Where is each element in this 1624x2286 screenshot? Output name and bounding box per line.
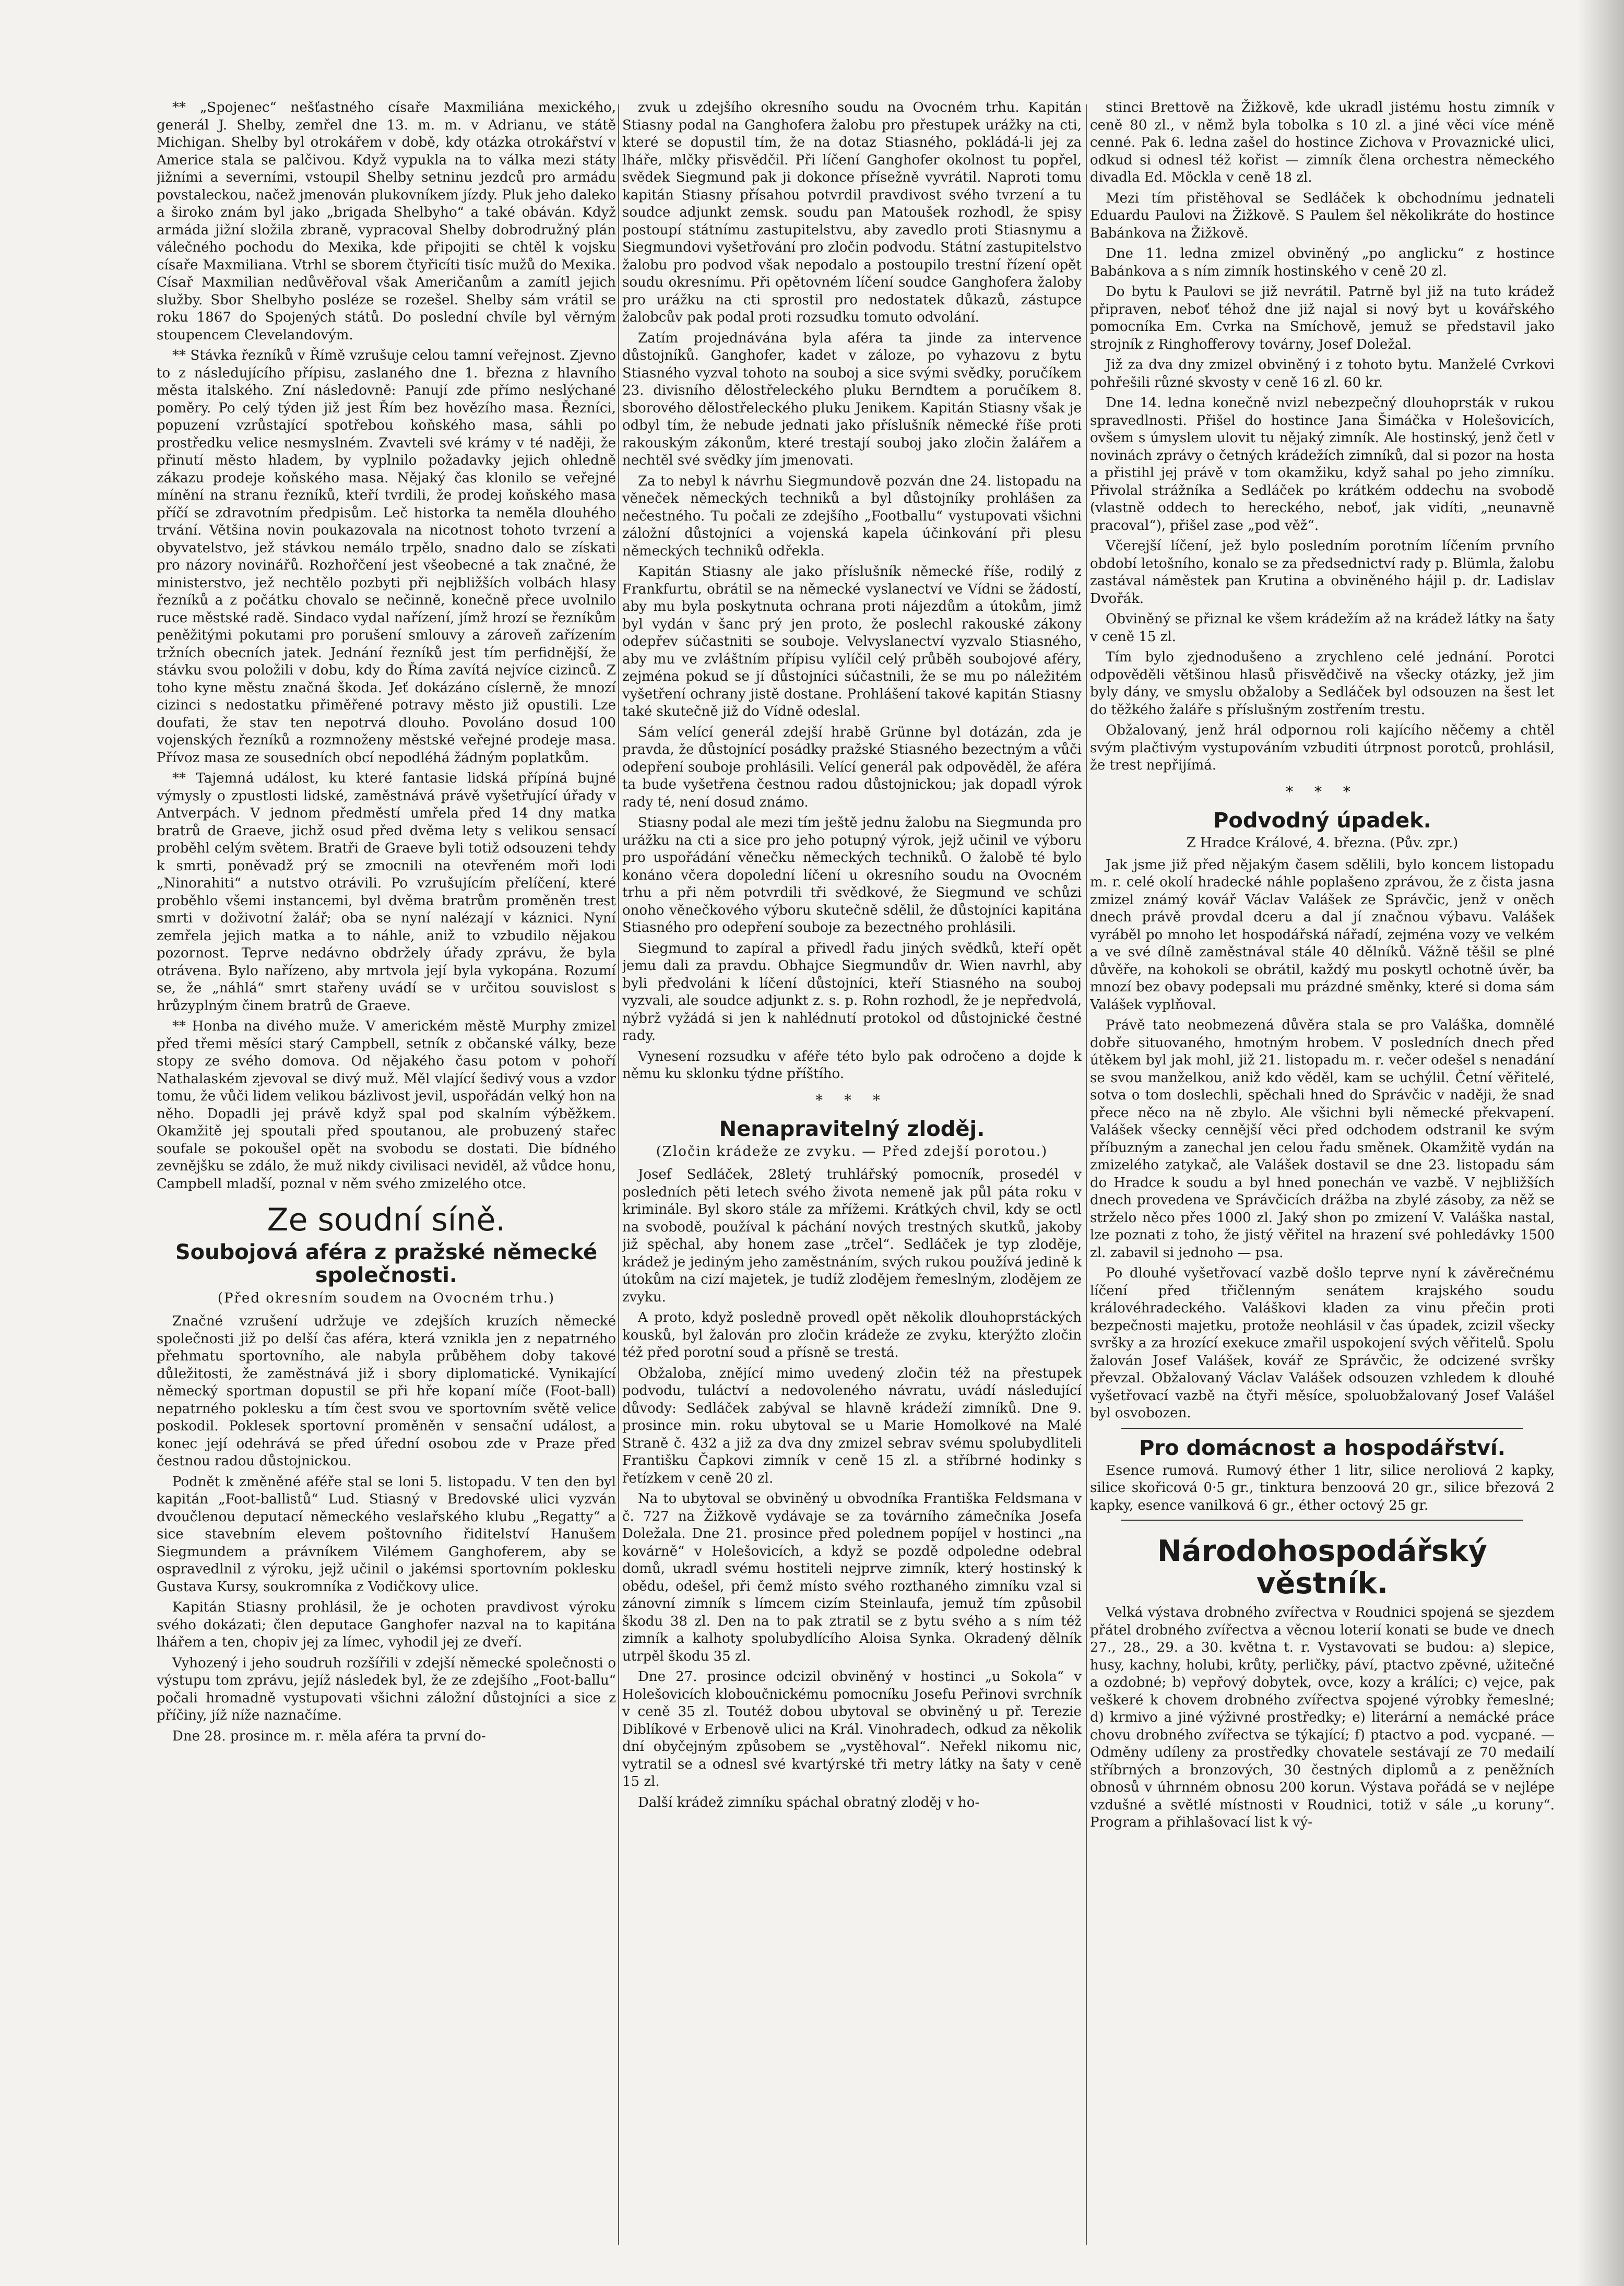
article-paragraph: Do bytu k Paulovi se již nevrátil. Patrně byl již na tuto krádež připraven, neboť téhož dne již najal si nový byt u kovářského pomocníka Em. Cvrka na Smíchově, jemuž se představil jako strojník z Ringhofferovy továrny, Josef Doležal. <box>1090 284 1555 352</box>
article-paragraph: Kapitán Stiasny prohlásil, že je ochoten pravdivost výroku svého dokázati; člen deputace Ganghofer nazval na to kapitána lhářem a ten, chopiv jej za límec, vyhodil jej ze dveří. <box>157 1600 616 1650</box>
section-rule <box>1121 1520 1523 1521</box>
news-item-stavka-reznika: ** Stávka řezníků v Římě vzrušuje celou tamní veřejnost. Zjevno to z následujícího přípisu, zaslaného dne 1. března z hlavního města italského. Zní následovně: Panují zde přímo neslýchané poměry. Po celý týden již jest Řím bez hovězího masa. Řezníci, popuzení vzrůstající spotřebou koňského masa, sáhli po prostředku velice nesmyslném. Zvavteli své krámy v té naději, že přinutí město hladem, by vyplnilo požadavky jejich ohledně zákazu prodeje koňského masa. Nějaký čas klonilo se veřejné mínění na stranu řezníků, kteří tvrdili, že prodej koňského masa příčí se zdravotním předpisům. Leč historka ta neměla dlouhého trvání. Většina novin poukazovala na nicotnost tohoto tvrzení a obyvatelstvo, jež stávkou nemálo trpělo, snadno dalo se získati pro názory novinářů. Rozhořčení jest všeobecné a tak značné, že ministerstvo, jež nechtělo pozbyti při nejbližších volbách hlasy řezníků a z počátku chovalo se nečinně, konečně přece uvolnilo ruce městské radě. Sindaco vydal nařízení, jímž hrozí se řezníkům peněžitými pokutami pro porušení smlouvy a zároveň zařízením tržních obecních jatek. Jednání řezníků jest tím perfidnější, že stávku svou položili v dobu, kdy do Říma zavítá nejvíce cizinců. Z toho kyne městu značná škoda. Jeť dokázáno císlerně, že mnozí cizinci s nedostatku přiměřené potravy město již opustili. Lze doufati, že stav ten nepotrvá dlouho. Povoláno dosud 100 vojenských řezníků a rozmnoženy městské veřejné prodeje masa. Přívoz masa ze sousedních obcí nepodléhá žádným poplatkům. <box>157 348 616 766</box>
article-title-nenapravitelny-zlodej: Nenapravitelný zloděj. <box>719 1117 985 1141</box>
article-paragraph: Značné vzrušení udržuje ve zdejších kruzích německé společnosti již po delší čas aféra, která vznikla jen z nepatrného přehmatu sportovního, ale nabyla průběhem doby takové důležitosti, že zaměstnává již i sbory diplomatické. Vynikající německý sportman dopustil se při hře kopaní míče (Foot-ball) nepatrného poklesku a tím čest svou ve sportovním světě velice poskodil. Poklesek sportovní proměněn v sensační událost, a konec její odehrává se před úřední osobou zde v Praze před čestnou radou důstojnickou. <box>157 1313 616 1469</box>
article-paragraph: Sám velící generál zdejší hrabě Grünne byl dotázán, zda je pravda, že důstojnící posádky pražské Stiasného bezectným a vůči odepření souboje prohlásili. Velící generál pak odpověděl, že aféra ta bude vyšetřena čestnou radou důstojnickou; jak dopadl výrok rady té, není dosud známo. <box>622 724 1082 810</box>
column-divider <box>618 104 619 2245</box>
article-paragraph: Vyhozený i jeho soudruh rozšířili v zdejší německé společnosti o výstupu tom zprávu, jejíž následek byl, že ze zdejšího „Foot-ballu“ počali hromadně vystupovati všichni záložní důstojníci a sice z příčiny, jíž níže naznačíme. <box>157 1655 616 1723</box>
article-paragraph: Právě tato neobmezená důvěra stala se pro Valáška, domnělé dobře situovaného, hmotným hrobem. V posledních dnech před útěkem byl jak mohl, již 21. listopadu m. r. večer odešel s nenadání se svou manželkou, aniž kdo věděl, kam se uchýlil. Četní věřitelé, sotva o tom doslechli, spěchali hned do Správčic v naději, že snad přece něco na ně zbylo. Ale všichni byli německé překvapení. Valášek všecky cennější věci před odchodem odstranil ke svým příbuzným a zanechal jen celou řadu směnek. Okamžitě vydán na zmizelého zatykač, ale Valášek dostavil se dne 23. listopadu sám do Hradce k soudu a byl hned ponechán ve vazbě. V nejbližších dnech provedena ve Správčicích drážba na zbylé zásoby, za něž se strželo něco přes 1000 zl. Jaký shon po zmizení V. Valáška nastal, lze poznati z toho, že jistý věřitel na hrazení své pohledávky 1500 zl. zabavil si jednoho — psa. <box>1090 1017 1555 1261</box>
section-title-narodohospodarsky-vestnik: Národohospodářský věstník. <box>1157 1534 1488 1601</box>
article-subtitle: (Zločin krádeže ze zvyku. — Před zdejší porotou.) <box>656 1144 1048 1159</box>
column-divider <box>1086 104 1087 2245</box>
news-item-spojenec: ** „Spojenec“ nešťastného císaře Maxmiliána mexického, generál J. Shelby, zemřel dne 13. m. m. v Adrianu, ve státě Michigan. Shelby byl otrokářem v době, kdy otázka otrokářství v Americe stala se palčivou. Když vypukla na to válka mezi státy jižními a severními, vstoupil Shelby setninu jezdců pro armádu povstaleckou, načež jmenován plukovníkem jízdy. Pluk jeho daleko a široko znám byl jako „brigada Shelbyho“ a také obáván. Když armáda jižní složila zbraně, vypracoval Shelby dobrodružný plán válečného pochodu do Mexika, kde připojiti se chtěl k vojsku císaře Maxmiliana. Vtrhl se sborem čtyřicíti tisíc mužů do Mexika. Císař Maxmilian nedůvěřoval však Američanům a zamítl jejich služby. Sbor Shelbyho posléze se rozešel. Shelby sám vrátil se roku 1867 do Spojených států. Do poslední chvíle byl věrným stoupencem Clevelandovým. <box>157 100 616 343</box>
article-paragraph: Velká výstava drobného zvířectva v Roudnici spojená se sjezdem přátel drobného zvířectva a věcnou loterií konati se bude ve dnech 27., 28., 29. a 30. května t. r. Vystavovati se budou: a) slepice, husy, kachny, holubi, krůty, perličky, páví, ptactvo zpěvné, užitečné a ozdobné; b) vepřový dobytek, ovce, kozy a králíci; c) vejce, pak veškeré k chovem drobného zvířectva spojené výrobky řemeslné; d) krmivo a jiné výživné prostředky; e) literární a nemácké práce chovu drobného zvířectva se týkající; f) ptactvo a pod. vycpané. — Odměny udíleny za prostředky chovatele sestávají ze 70 medailí stříbrných a bronzových, 30 čestných diplomů a z peněžních obnosů v úhrnném obnosu 200 korun. Výstava pořádá se v nejlépe vzdušné a světlé místnosti v Roudnici, totiž v sále „u koruny“. Program a přihlašovací list k vý- <box>1090 1605 1555 1830</box>
article-paragraph: Obžaloba, znějící mimo uvedený zločin též na přestupek podvodu, tuláctví a nedovoleného návratu, uvádí následující důvody: Sedláček zabýval se hlavně krádeží zimníků. Dne 9. prosince min. roku ubytoval se u Marie Homolkové na Malé Straně č. 432 a již za dva dny zmizel sebrav svému spolubydliteli Františku Čapkovi zimník v ceně 15 zl. a stříbrné hodinky s řetízkem v ceně 20 zl. <box>622 1365 1082 1486</box>
section-title-domacnost: Pro domácnost a hospodářství. <box>1139 1436 1506 1460</box>
article-title-soubojova-afera: Soubojová aféra z pražské německé společnosti. <box>175 1240 598 1287</box>
article-paragraph: Podnět k změněné aféře stal se loni 5. listopadu. V ten den byl kapitán „Foot-ballistů“ Lud. Stiasný v Bredovské ulici vyzván dvoučlenou deputací německého veslařského klubu „Regatty“ a sice stavebním elevem poštovního řiditelství Hanušem Siegmundem a právníkem Vilémem Ganghoferem, aby se ospravedlnil z výroku, jejž učinil o jakémsi sportovním poklesku Gustava Kursy, soukromníka z Vodičkovy ulice. <box>157 1474 616 1595</box>
article-paragraph: Zatím projednávána byla aféra ta jinde za intervence důstojníků. Ganghofer, kadet v záloze, po vyhazovu z bytu Stiasného vyzval tohoto na souboj a sice svými svědky, poručíkem 23. divisního dělostřeleckého pluku Berndtem a poručíkem 8. sborového dělostřeleckého pluku Jenikem. Kapitán Stiasny však je odbyl tím, že nebude jednati jako příslušník německé říše proti rakouským zákonům, které trestají souboj jako zločin žalářem a nechtěl své svědky jím jmenovati. <box>622 330 1082 468</box>
column-2 <box>622 99 1082 2255</box>
news-item-tajemna-udalost: ** Tajemná událost, ku které fantasie lidská přípíná bujné výmysly o zpustlosti lidské, zaměstnává právě vyšetřující úřady v Antverpách. V jednom předměstí umřela před 14 dny matka bratrů de Graeve, jichž osud před dvěma lety s velikou sensací proběhl celým světem. Bratři de Graeve byli totiž odsouzeni tehdy k smrti, poněvadž prý se zmocnili na otevřeném moři lodi „Ninorahiti“ a nutstvo otrávili. Po vzrušujícím přelíčení, které proběhlo všemi instancemi, byl dvěma bratrům proměněn trest smrti v doživotní žalář; oba se nyní nalézají v káznici. Nyní zemřela jejich matka a to náhle, aniž to vzbudilo nějakou pozornost. Teprve nedávno obdržely úřady zprávu, že byla otrávena. Bylo nařízeno, aby mrtvola její byla vykopána. Rozumí se, že „náhlá“ smrt stařeny uvádí se v určitou souvislost s hrůzyplným činem bratrů de Graeve. <box>157 771 616 1014</box>
article-paragraph: Včerejší líčení, jež bylo posledním porotním líčením prvního období letošního, konalo se za předsednictví rady p. Blümla, žalobu zastával náměstek pan Krutina a obviněného hájil p. dr. Ladislav Dvořák. <box>1090 538 1555 607</box>
dateline: Z Hradce Králové, 4. března. (Pův. zpr.) <box>1186 835 1459 851</box>
article-paragraph: stinci Brettově na Žižkově, kde ukradl jistému hostu zimník v ceně 80 zl., v němž byla tobolka s 10 zl. a jiné věci více méně cenné. Pak 6. ledna zašel do hostince Zichova v Provaznické ulici, odkud si odnesl též kořist — zimník člena orchestra německého divadla Ed. Möckla v ceně 18 zl. <box>1090 100 1555 185</box>
article-paragraph: Na to ubytoval se obviněný u obvodníka Františka Feldsmana v č. 727 na Žižkově vydávaje se za továrního zámečníka Josefa Doležala. Dne 21. prosince před polednem popíjel v hostinci „na kovárně“ v Holešovicích, a když se pozdě odpoledne odebral domů, ukradl svému hostiteli nejprve zimník, který hostinský k obědu, odešel, při čemž místo svého rozthaného zimníku vzal si zánovní zimník s límcem cizím Steinlaufa, jemuž tím způsobil škodu 38 zl. Den na to pak ztratil se z bytu svého a s ním též zimník a kalhoty spolubydlícího Aloisa Synka. Okradený dělník utrpěl škodu 35 zl. <box>622 1491 1082 1664</box>
article-paragraph: Kapitán Stiasny ale jako příslušník německé říše, rodilý z Frankfurtu, obrátil se na německé vyslanectví ve Vídni se žádostí, aby mu byla poskytnuta ochrana proti nájezdům a útokům, jimž byl vydán v šanc prý jen proto, že poslechl rakouské zákony odepřev súčastniti se souboje. Velvyslanectví vyzvalo Stiasného, aby mu ve zvláštním přípisu vylíčil celý průběh soubojové aféry, zejména pokud se jí důstojníci súčastnili, že se mu po náležitém vyšetření ochrany jistě dostane. Prohlášení takové kapitán Stiasny také skutečně již do Vídně odeslal. <box>622 564 1082 719</box>
page-edge-shadow <box>1577 0 1624 2286</box>
article-paragraph: Obžalovaný, jenž hrál odpornou roli kajícího něčemy a chtěl svým plačtivým vystupováním vzbuditi útrpnost porotců, prohlásil, že trest nepřijímá. <box>1090 722 1555 773</box>
article-paragraph: Již za dva dny zmizel obviněný i z tohoto bytu. Manželé Cvrkovi pohřešili různé skvosty v ceně 16 zl. 60 kr. <box>1090 357 1555 390</box>
article-paragraph: Dne 27. prosince odcizil obviněný v hostinci „u Sokola“ v Holešovicích kloboučnickému pomocníku Josefu Peřinovi svrchník v ceně 35 zl. Toutéž dobou ubytoval se obviněný u př. Terezie Diblíkové v Erbenově ulici na Král. Vinohradech, odkud za několik dní obyčejným způsobem se „vystěhoval“. Neřekl nikomu nic, vytratil se a odnesl své kvartýrské tři metry látky na šaty v ceně 15 zl. <box>622 1669 1082 1790</box>
article-paragraph: Dne 11. ledna zmizel obviněný „po anglicku“ z hostince Babánkova a s ním zimník hostinského v ceně 20 zl. <box>1090 246 1555 279</box>
article-paragraph: Po dlouhé vyšetřovací vazbě došlo teprve nyní k závěrečnému líčení před třičlenným senátem krajského soudu královéhradeckého. Valáškovi kladen za vinu přečin proti bezpečnosti majetku, protože neohlásil v čas úpadek, zcizil všecky svršky a za hrozící exekuce zmařil uspokojení svých věřitelů. Spolu žalován Josef Valášek, kovář ze Správčic, že odcizené svršky převzal. Obžalovaný Václav Valášek odsouzen vzhledem k dlouhé vyšetřovací vazbě na čtyři měsíce, spoluobžalovaný Josef Valášel byl osvobozen. <box>1090 1265 1555 1421</box>
article-paragraph: Obviněný se přiznal ke všem krádežím až na krádež látky na šaty v ceně 15 zl. <box>1090 611 1555 645</box>
article-paragraph: Jak jsme již před nějakým časem sdělili, bylo koncem listopadu m. r. celé okolí hradecké náhle poplašeno zprávou, že z čista jasna zmizel známý kovář Václav Valášek ze Správčic, jenž v oněch dnech právě provdal dceru a dal jí značnou výbavu. Valášek vyráběl po mnoho let hospodářská nářadí, zejména vozy ve velkém a ve své dílně zaměstnával stále 40 dělníků. Vážně těšil se plné důvěře, na kohokoli se obrátil, každý mu poskytl ochotně úvěr, ba mnozí bez obavy podepsali mu prázdné směnky, které si doma sám Valášek vyplňoval. <box>1090 857 1555 1013</box>
news-item-honba: ** Honba na divého muže. V americkém městě Murphy zmizel před třemi měsíci starý Campbell, setník z občanské války, beze stopy ze svého domova. Od nějakého času potom v pohoří Nathalaském zjevoval se divý muž. Měl vlající šedivý vous a vzdor tomu, že vůči lidem velikou bázlivost jevil, uspořádán velký hon na něho. Dopadli jej právě když spal pod skalním výběžkem. Okamžitě jej spoutali před spoutanou, ale probuzený stařec soufale se pokoušel opět na svobodu se dostati. Die bídného zevnějšku se zdálo, že muž nikdy civilisaci neviděl, až vůdce honu, Campbell mladší, poznal v něm svého zmizelého otce. <box>157 1018 616 1192</box>
article-title-podvodny-upadek: Podvodný úpadek. <box>1213 809 1431 833</box>
article-paragraph: Tím bylo zjednodušeno a zrychleno celé jednání. Porotci odpověděli většinou hlasů přisvědčivě na všecky otázky, jež jim byly dány, ve smyslu obžaloby a Sedláček byl odsouzen na šest let do těžkého žaláře s příslušným zostřením trestu. <box>1090 649 1555 718</box>
section-title-soudni-sin: Ze soudní síně. <box>267 1202 506 1238</box>
article-paragraph: Dne 14. ledna konečně nvizl nebezpečný dlouhoprsták v rukou spravedlnosti. Přišel do hostince Jana Šimáčka v Holešovicích, ovšem s úmyslem ulovit tu nějaký zimník. Ale hostinský, jenž četl v novinách zprávy o četných krádežích zimníků, dal si pozor na hosta a přistihl jej právě v tom okamžiku, když sahal po jeho zimníku. Přivolal strážníka a Sedláček po krátkém oddechu na svobodě (vlastně oddech to hereckého, neboť, jak vidíti, „neunavně pracoval“), přišel zase „pod věž“. <box>1090 395 1555 534</box>
article-paragraph: Josef Sedláček, 28letý truhlářský pomocník, prosedél v posledních pěti letech svého života nemeně jak půl páta roku v kriminále. Byl skoro stále za mřížemi. Krátkých chvil, kdy se octl na svobodě, používal k páchání nových trestných skutků, jakoby již spěchal, aby honem zase „trčel“. Sedláček je typ zloděje, krádež je jediným jeho zaměstnáním, svých rukou používá jedině k útokům na cizí majetek, je tudíž zlodějem řemeslným, zlodějem ze zvyku. <box>622 1167 1082 1305</box>
article-paragraph: Siegmund to zapíral a přivedl řadu jiných svědků, kteří opět jemu dali za pravdu. Obhajce Siegmundův dr. Wien navrhl, aby byli předvoláni k líčení důstojníci, kteří Stiasného na souboj vyzvali, ale soudce adjunkt z. s. p. Rohn rozhodl, že je nepředvolá, nýbrž vyžádá si jen k nahlédnutí protokol od důstojnické čestné rady. <box>622 940 1082 1044</box>
article-subtitle: (Před okresním soudem na Ovocném trhu.) <box>217 1290 555 1306</box>
article-paragraph: Vynesení rozsudku v aféře této bylo pak odročeno a dojde k němu ku sklonku týdne příštího. <box>622 1048 1082 1082</box>
separator-stars: * * * <box>815 1091 888 1109</box>
article-paragraph: A proto, když posledně provedl opět několik dlouhoprstáckých kousků, byl žalován pro zločin krádeže ze zvyku, kterýžto zločin též před porotní soud a přísně se trestá. <box>622 1310 1082 1360</box>
article-paragraph: Dne 28. prosince m. r. měla aféra ta první do- <box>172 1728 486 1744</box>
article-paragraph: Esence rumová. Rumový éther 1 litr, silice neroliová 2 kapky, silice skořicová 0·5 gr., tinktura benzoová 20 gr., silice březová 2 kapky, esence vanilková 6 gr., éther octový 25 gr. <box>1090 1462 1555 1513</box>
article-paragraph: zvuk u zdejšího okresního soudu na Ovocném trhu. Kapitán Stiasny podal na Ganghofera žalobu pro přestupek urážky na cti, které se dopustil tím, že na dotaz Stiasného, pokládá-li jej za lháře, mlčky přisvědčil. Při líčení Ganghofer okolnost tu popřel, svědek Siegmund pak ji dokonce přísežně vyvrátil. Naproti tomu kapitán Stiasny přísahou potvrdil pravdivost svého tvrzení a tu soudce adjunkt zemsk. soudu pan Matoušek rozhodl, že spisy postoupí státnímu zastupitelstvu, aby zavedlo proti Stiasnymu a Siegmundovi vyšetřování pro zločin podvodu. Státní zastupitelstvo žalobu pro podvod však nepodalo a postoupilo trestní řízení opět soudu okresnímu. Při opětovném líčení soudce Ganghofera žaloby pro urážku na cti sprostil pro nedostatek důkazů, zástupce žalobcův pak podal proti rozsudku tomuto odvolání. <box>622 100 1082 325</box>
column-1 <box>157 99 616 2255</box>
section-rule <box>1121 1428 1523 1429</box>
article-paragraph: Mezi tím přistěhoval se Sedláček k obchodnímu jednateli Eduardu Paulovi na Žižkově. S Paulem šel několikráte do hostince Babánkova na Žižkově. <box>1090 190 1555 241</box>
column-3 <box>1090 99 1555 2255</box>
separator-stars: * * * <box>1286 783 1359 800</box>
article-paragraph: Stiasny podal ale mezi tím ještě jednu žalobu na Siegmunda pro urážku na cti a sice pro jeho potupný výrok, jejž učinil ve výboru pro uspořádání věnečku německých techniků. O žalobě té bylo konáno včera dopolední líčení u okresního soudu na Ovocném trhu a při něm potvrdili tři svědkové, že Siegmund ve schůzi onoho věnečkového výboru skutečně sdělil, že důstojníci kapitána Stiasného pro odepření souboje za bezectného prohlásili. <box>622 815 1082 935</box>
article-paragraph: Za to nebyl k návrhu Siegmundově pozván dne 24. listopadu na věneček německých techniků a byl důstojníky prohlášen za nečestného. Tu počali ze zdejšího „Footballu“ vystupovati všichni záložní důstojníci a vojenská kapela účinkování při plesu německých techniků odřekla. <box>622 473 1082 559</box>
article-paragraph: Další krádež zimníku spáchal obratný zloděj v ho- <box>638 1794 980 1810</box>
